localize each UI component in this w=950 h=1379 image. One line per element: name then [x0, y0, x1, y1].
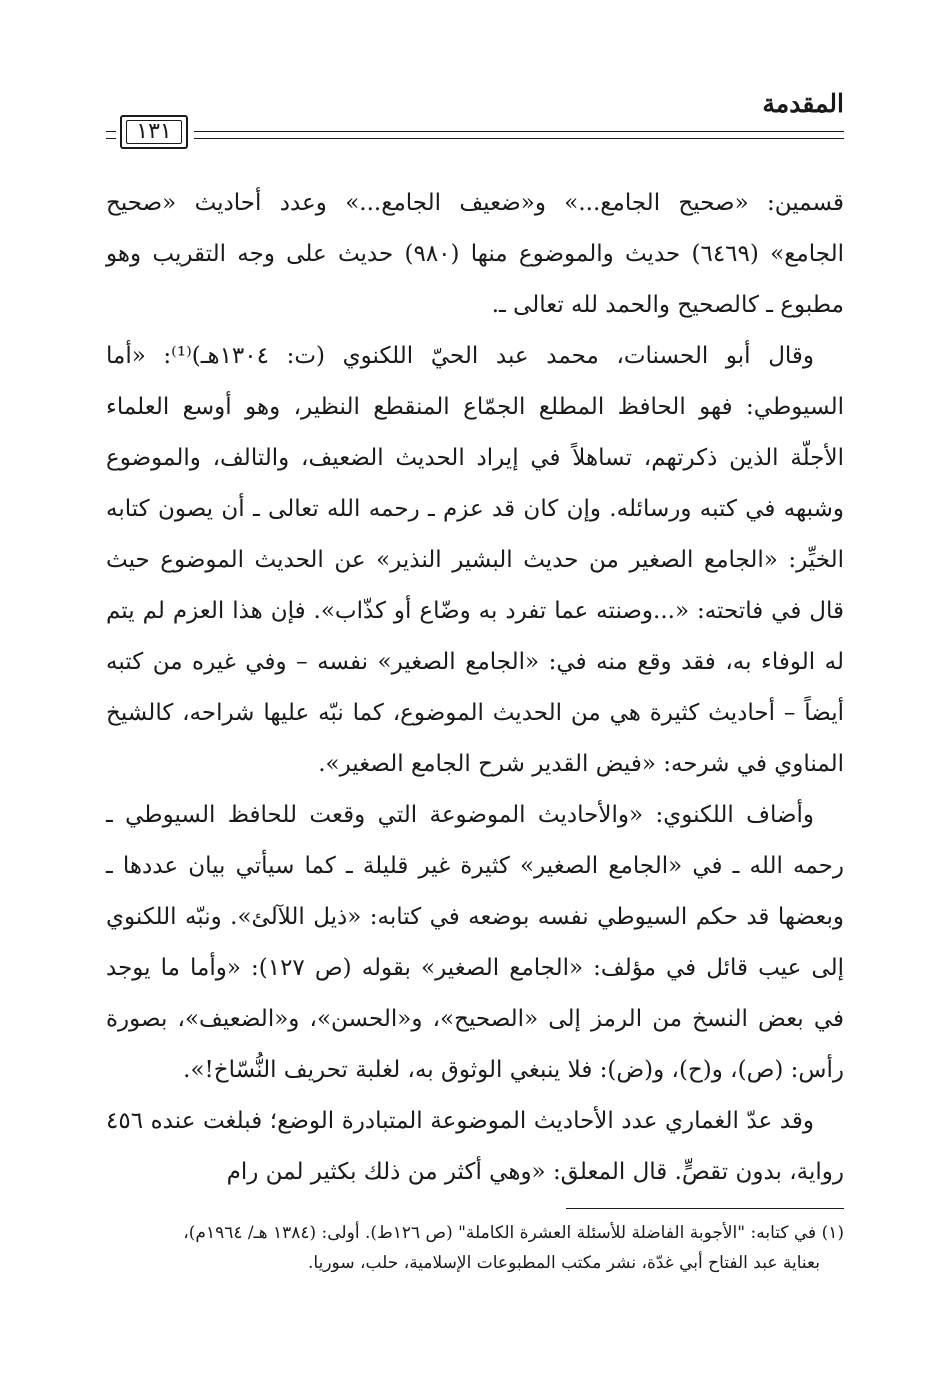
header-rule-end: [106, 131, 116, 139]
running-title: المقدمة: [762, 89, 844, 118]
paragraph: وقال أبو الحسنات، محمد عبد الحيّ اللكنوي (ت: ١٣٠٤هـ)⁽¹⁾: «أما السيوطي: فهو الحافظ المطلع الجمّاع المنقطع النظير، وهو أوسع العلماء الأجلّة الذين ذكرتهم، تساهلاً في إيراد الحديث الضعيف، والتالف، والموضوع وشبهه في كتبه ورسائله. وإن كان قد عزم ـ رحمه الله تعالى ـ أن يصون كتابه الخيِّر: «الجامع الصغير من حديث البشير النذير» عن الحديث الموضوع حيث قال في فاتحته: «...وصنته عما تفرد به وضّاع أو كذّاب». فإن هذا العزم لم يتم له الوفاء به، فقد وقع منه في: «الجامع الصغير» نفسه – وفي غيره من كتبه أيضاً – أحاديث كثيرة هي من الحديث الموضوع، كما نبّه عليها شراحه، كالشيخ المناوي في شرحه: «فيض القدير شرح الجامع الصغير».: [106, 343, 844, 777]
footnote-line: (١) في كتابه: "الأجوبة الفاضلة للأسئلة العشرة الكاملة" (ص ١٢٦ط). أولى: (١٣٨٤ هـ/ ١٩٦٤م)،: [183, 1223, 844, 1243]
footnotes: [106, 1218, 844, 1278]
paragraph: قسمين: «صحيح الجامع...» و«ضعيف الجامع...» وعدد أحاديث «صحيح الجامع» (٦٤٦٩) حديث والموضوع منها (٩٨٠) حديث على وجه التقريب وهو مطبوع ـ كالصحيح والحمد لله تعالى ـ.: [106, 190, 845, 318]
paragraph: وقد عدّ الغماري عدد الأحاديث الموضوعة المتبادرة الوضع؛ فبلغت عنده ٤٥٦ رواية، بدون تقصٍّ. قال المعلق: «وهي أكثر من ذلك بكثير لمن رام: [106, 1108, 844, 1185]
footnote-line: بعناية عبد الفتاح أبي غدّة، نشر مكتب المطبوعات الإسلامية، حلب، سوريا.: [308, 1253, 820, 1273]
paragraph: وأضاف اللكنوي: «والأحاديث الموضوعة التي وقعت للحافظ السيوطي ـ رحمه الله ـ في «الجامع الصغير» كثيرة غير قليلة ـ كما سيأتي بيان عددها ـ وبعضها قد حكم السيوطي نفسه بوضعه في كتابه: «ذيل اللآلئ». ونبّه اللكنوي إلى عيب قائل في مؤلف: «الجامع الصغير» بقوله (ص ١٢٧): «وأما ما يوجد في بعض النسخ من الرمز إلى «الصحيح»، و«الحسن»، و«الضعيف»، بصورة رأس: (ص)، و(ح)، و(ض): فلا ينبغي الوثوق به، لغلبة تحريف النُّسّاخ!».: [106, 802, 845, 1083]
main-text: [106, 178, 844, 1198]
page-number-frame: [120, 115, 188, 149]
header-rule: [194, 131, 844, 139]
page-number: ١٣١: [136, 119, 172, 144]
footnote-separator: [566, 1208, 844, 1209]
